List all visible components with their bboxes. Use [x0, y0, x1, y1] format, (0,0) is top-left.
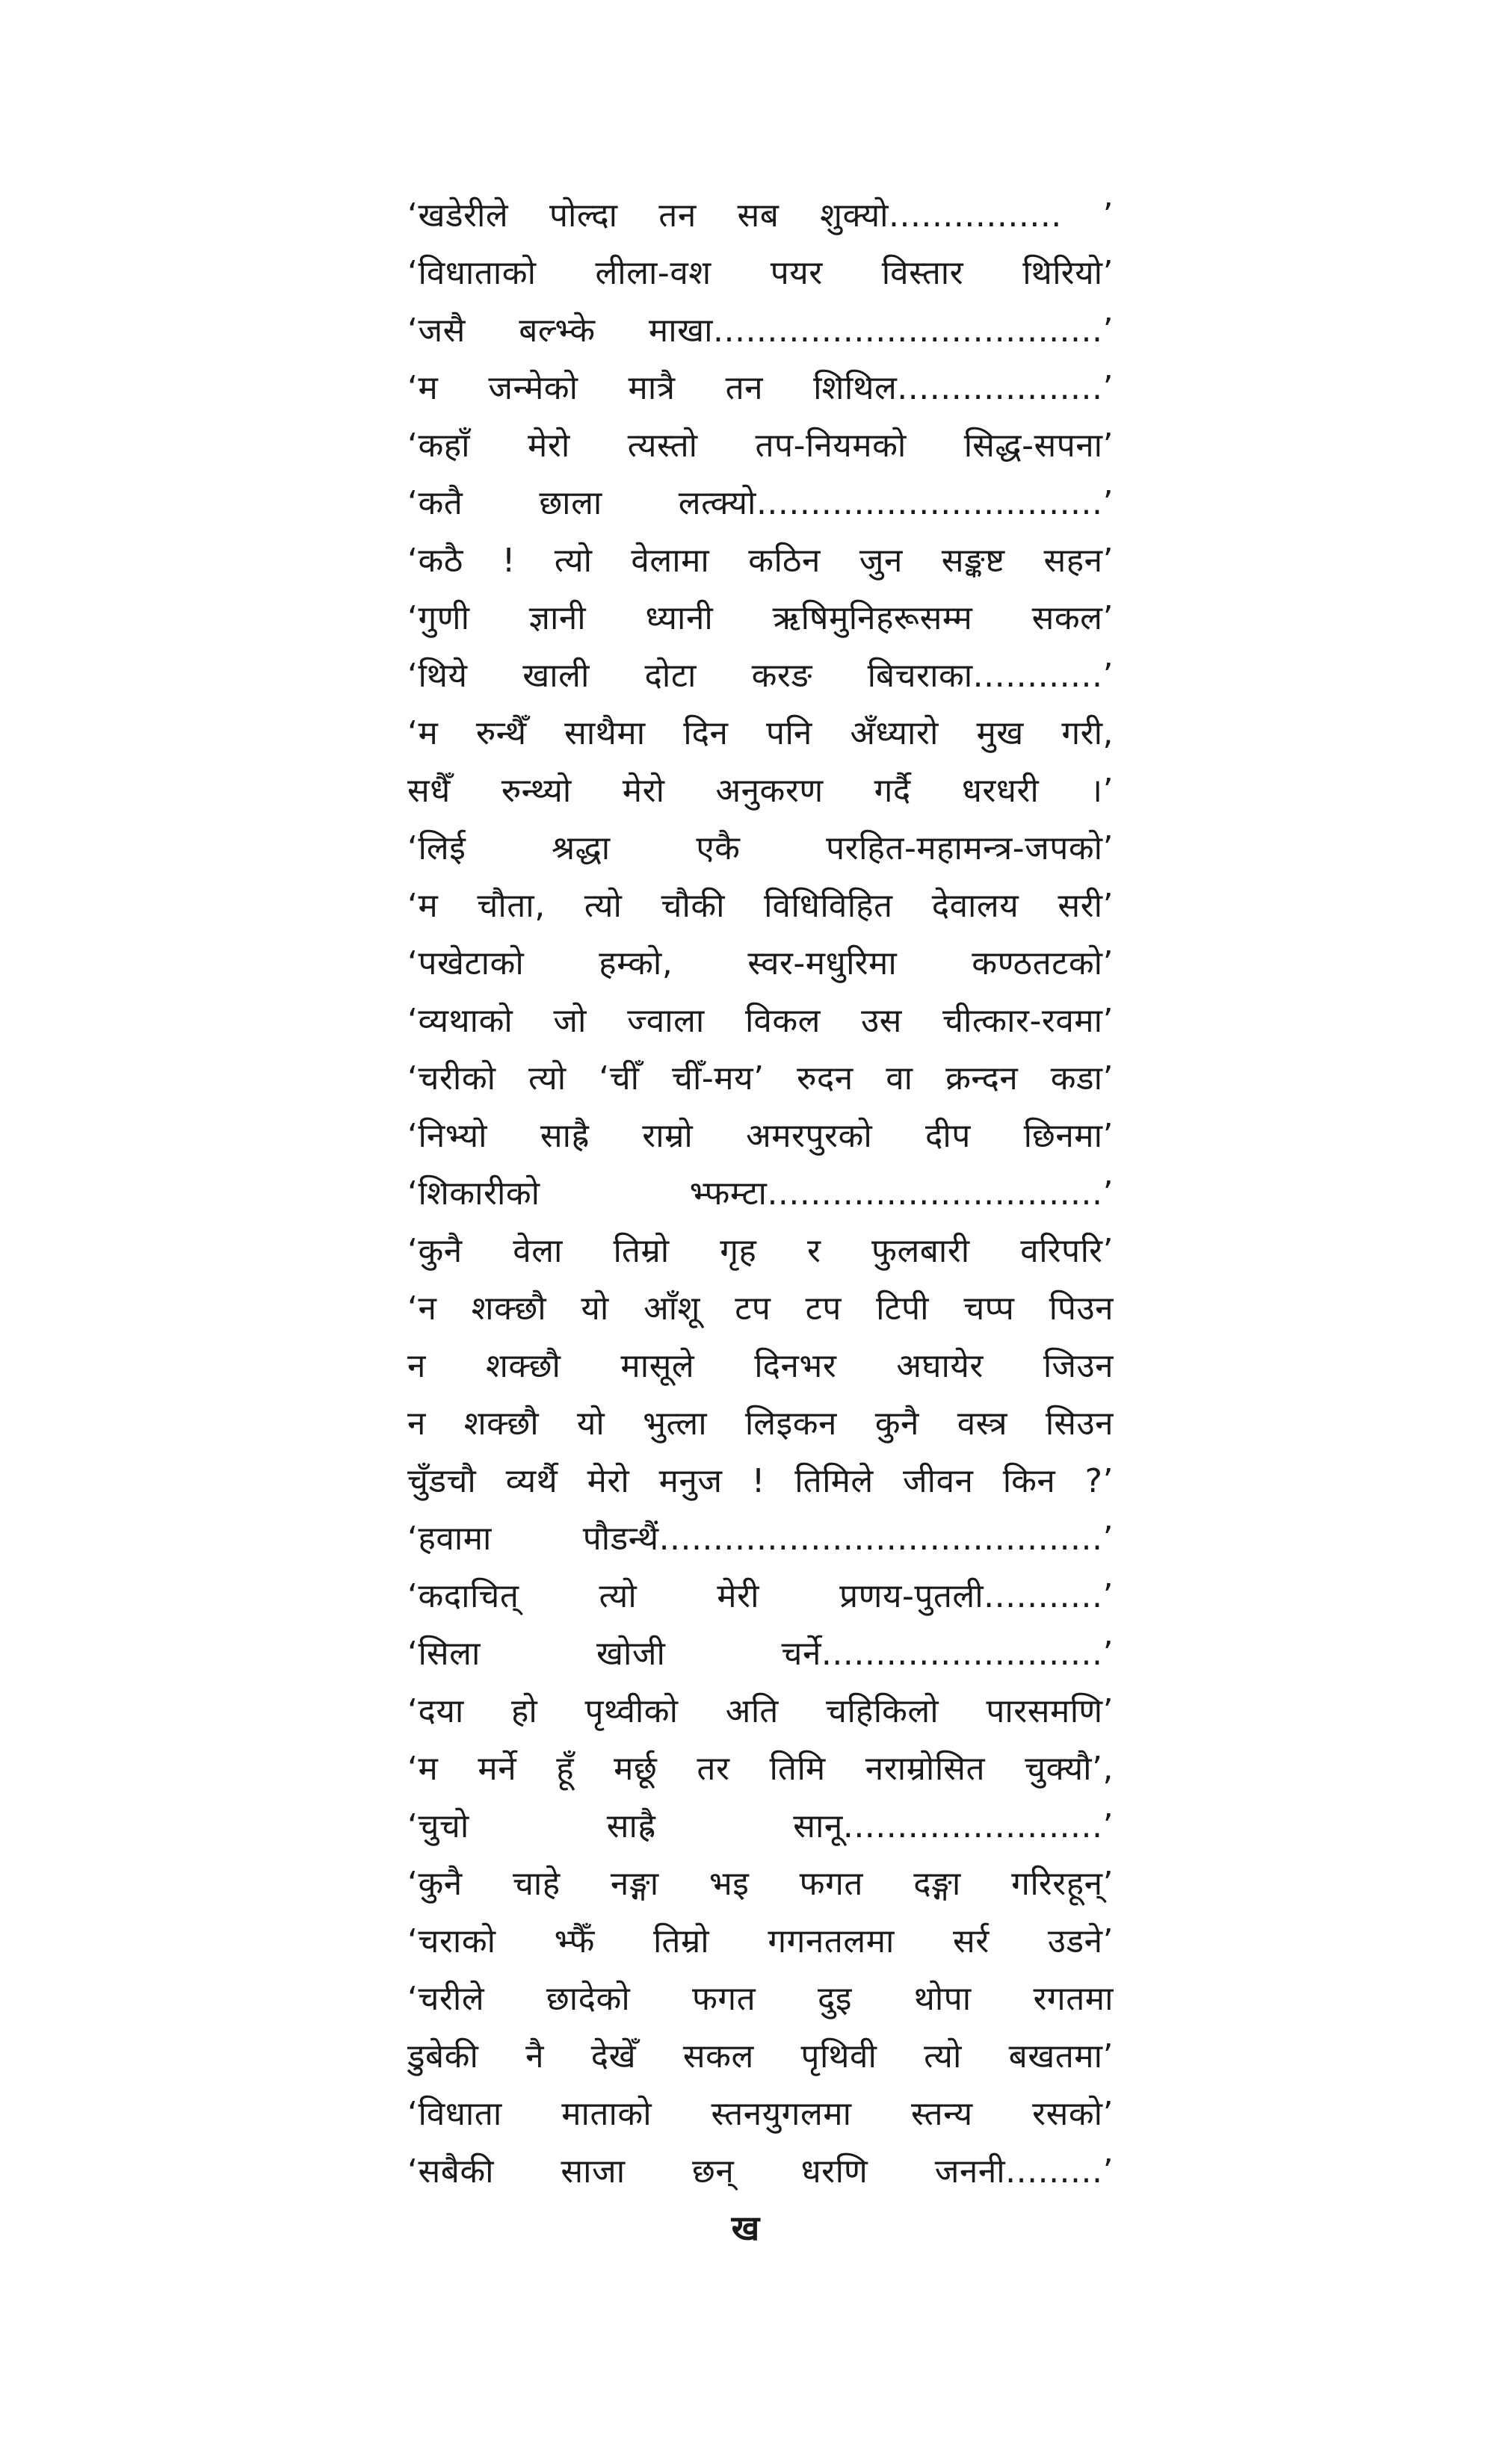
verse-line: ‘निभ्यो साह्रै राम्रो अमरपुरको दीप छिनमा’	[407, 1117, 1114, 1155]
verse-line: ‘न शक्छौ यो आँशू टप टप टिपी चप्प पिउन	[407, 1290, 1114, 1328]
verse-line: ‘जसै बल्भ्के माखा....................................’	[407, 312, 1114, 350]
verse-line: ‘कठै ! त्यो वेलामा कठिन जुन सङ्कष्ट सहन’	[407, 542, 1114, 580]
verse-line: ‘विधाताको लीला-वश पयर विस्तार थिरियो’	[407, 254, 1114, 292]
verse-line: ‘म रुन्थैँ साथैमा दिन पनि अँध्यारो मुख गरी,	[407, 714, 1114, 752]
verse-line: न शक्छौ मासूले दिनभर अघायेर जिउन	[407, 1347, 1114, 1385]
verse-line: ‘म मर्ने हूँ मर्छू तर तिमि नराम्रोसित चुक्यौ’,	[407, 1750, 1114, 1788]
verse-line: सधैँ रुन्थ्यो मेरो अनुकरण गर्दै धरधरी ।’	[407, 772, 1114, 810]
verse-line: ‘कदाचित् त्यो मेरी प्रणय-पुतली...........’	[407, 1577, 1114, 1615]
verse-line: ‘दया हो पृथ्वीको अति चहिकिलो पारसमणि’	[407, 1692, 1114, 1730]
page-marker: ख	[731, 2208, 760, 2248]
verse-line: चुँडचौ व्यर्थै मेरो मनुज ! तिमिले जीवन किन ?’	[407, 1462, 1114, 1500]
verse-line: ‘शिकारीको भ्फम्टा...............................’	[407, 1174, 1114, 1213]
verse-line: ‘चराको भ्फैँ तिम्रो गगनतलमा सर्र उडने’	[407, 1922, 1114, 1960]
verse-line: ‘सबैकी साजा छन् धरणि जननी.........’	[407, 2152, 1114, 2191]
verse-line: ‘कुनै चाहे नङ्गा भइ फगत दङ्गा गरिरहून्’	[407, 1865, 1114, 1903]
verse-line: ‘थिये खाली दोटा करङ बिचराका............’	[407, 657, 1114, 695]
verse-line: ‘व्यथाको जो ज्वाला विकल उस चीत्कार-रवमा’	[407, 1002, 1114, 1040]
verse-line: ‘म जन्मेको मात्रै तन शिथिल...................’	[407, 369, 1114, 407]
verse-line: ‘कतै छाला लत्क्यो................................’	[407, 484, 1114, 522]
verse-line: ‘सिला खोजी चर्ने..........................’	[407, 1635, 1114, 1673]
verse-line: डुबेकी नै देखेँ सकल पृथिवी त्यो बखतमा’	[407, 2037, 1114, 2075]
verse-line: ‘चरीले छादेको फगत दुइ थोपा रगतमा	[407, 1980, 1114, 2018]
verse-line: ‘कुनै वेला तिम्रो गृह र फुलबारी वरिपरि’	[407, 1232, 1114, 1270]
verse-block	[407, 187, 1114, 2200]
verse-line: ‘हवामा पौडन्थैं.........................................’	[407, 1520, 1114, 1558]
verse-line: ‘पखेटाको हम्को, स्वर-मधुरिमा कण्ठतटको’	[407, 944, 1114, 982]
verse-line: ‘लिई श्रद्धा एकै परहित-महामन्त्र-जपको’	[407, 829, 1114, 867]
verse-line: ‘चुचो साह्रै सानू........................’	[407, 1807, 1114, 1845]
verse-line: ‘गुणी ज्ञानी ध्यानी ऋषिमुनिहरूसम्म सकल’	[407, 599, 1114, 637]
verse-line: ‘चरीको त्यो ‘चीँ चीँ-मय’ रुदन वा क्रन्दन कडा’	[407, 1059, 1114, 1098]
verse-line: ‘म चौता, त्यो चौकी विधिविहित देवालय सरी’	[407, 887, 1114, 925]
verse-line: न शक्छौ यो भुत्ला लिइकन कुनै वस्त्र सिउन	[407, 1405, 1114, 1443]
verse-line: ‘कहाँ मेरो त्यस्तो तप-नियमको सिद्ध-सपना’	[407, 427, 1114, 465]
verse-line: ‘विधाता माताको स्तनयुगलमा स्तन्य रसको’	[407, 2095, 1114, 2133]
verse-line: ‘खडेरीले पोल्दा तन सब शुक्यो................ ’	[407, 196, 1114, 235]
